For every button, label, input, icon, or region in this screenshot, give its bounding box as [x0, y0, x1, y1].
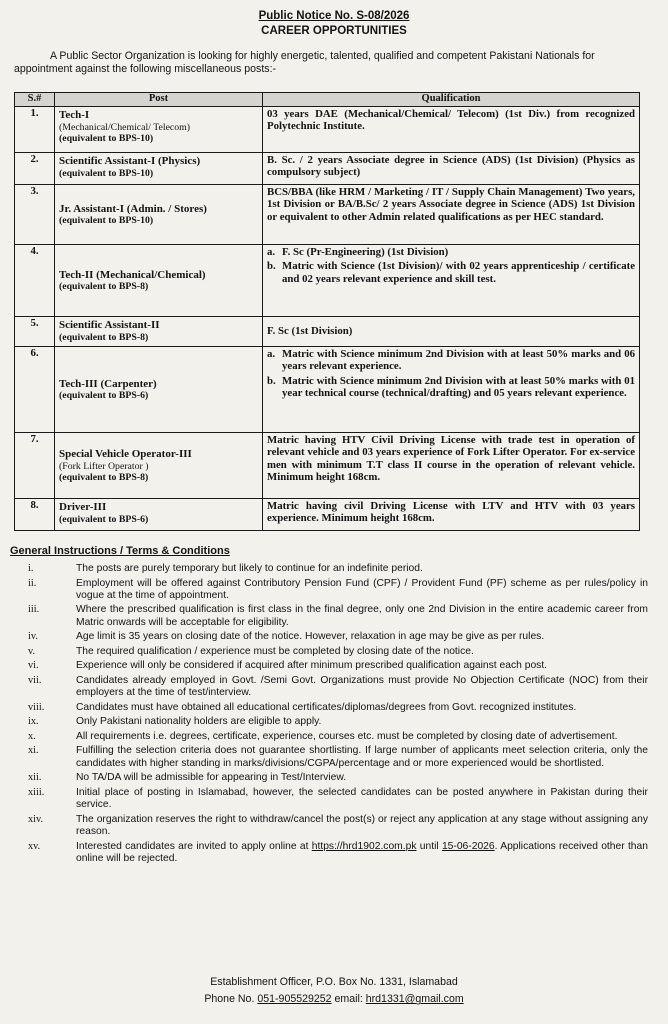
list-item — [28, 578, 648, 603]
item-text: All requirements i.e. degrees, certificate, experience, courses etc. must be completed by closing date of advertisement. — [76, 730, 618, 742]
qualification-text: Matric having civil Driving License with LTV and HTV with 03 years experience. Minimum height 168cm. — [267, 500, 635, 525]
row-sno: 6. — [15, 347, 55, 433]
phone-label: Phone No. — [204, 993, 255, 1006]
intro-paragraph: A Public Sector Organization is looking for highly energetic, talented, qualified and competent Pakistani Nationals for appointment against the following miscellaneous posts:- — [14, 50, 595, 75]
apply-url-link[interactable]: https://hrd1902.com.pk — [311, 840, 417, 852]
posts-table — [14, 92, 640, 531]
list-item — [28, 841, 648, 866]
header-qualification: Qualification — [263, 93, 640, 107]
item-text: Candidates already employed in Govt. /Semi Govt. Organizations must provide No Objection Certificate (NOC) from their employers at the time of test/interview. — [76, 674, 648, 699]
item-text: Where the prescribed qualification is first class in the final degree, only one 2nd Division in the entire academic career from Matric onwards will be acceptable for eligibility. — [76, 604, 648, 628]
post-title: Special Vehicle Operator-III — [59, 447, 192, 460]
row-sno: 4. — [15, 245, 55, 317]
qualification-option — [267, 260, 635, 285]
apply-text-mid: until — [416, 840, 442, 852]
item-number: ix. — [28, 716, 39, 728]
item-number: iv. — [28, 631, 38, 643]
item-text — [76, 841, 648, 866]
post-subtitle: (Mechanical/Chemical/ Telecom) — [59, 121, 191, 133]
header-sno: S.# — [15, 93, 55, 107]
row-qualification — [263, 153, 640, 185]
qualification-text: F. Sc (1st Division) — [267, 325, 353, 338]
row-qualification — [263, 185, 640, 245]
table-row — [15, 347, 640, 433]
item-number: xiv. — [28, 813, 44, 825]
deadline-date: 15-06-2026 — [441, 840, 495, 852]
post-title: Jr. Assistant-I (Admin. / Stores) — [59, 202, 207, 215]
item-number: x. — [28, 730, 36, 742]
item-text: The posts are purely temporary but likely to continue for an indefinite period. — [76, 563, 423, 574]
item-text: Initial place of posting in Islamabad, however, the selected candidates can be posted anywhere in Pakistan during their service. — [76, 786, 648, 811]
item-text: Candidates must have obtained all educational certificates/diplomas/degrees from Govt. recognized institutes. — [76, 701, 577, 713]
list-item — [28, 745, 648, 770]
table-row — [15, 245, 640, 317]
item-text: Employment will be offered against Contributory Pension Fund (CPF) / Provident Fund (PF) scheme as per rules/policy in vogue at the time of appointment. — [76, 577, 648, 601]
item-number: v. — [28, 645, 36, 657]
list-item — [28, 814, 648, 839]
row-qualification — [263, 347, 640, 433]
qualification-text: BCS/BBA (like HRM / Marketing / IT / Supply Chain Management) Two years, 1st Division or BA/B.Sc/ 2 years Associate degree in Science (ADS) 1st Division or equivalent to other Admin related qualifications as per HEC standard. — [267, 186, 635, 223]
phone-number[interactable]: 051-905529252 — [257, 993, 332, 1006]
qualification-option — [267, 246, 635, 258]
item-text: The required qualification / experience must be completed by closing date of the notice. — [76, 645, 474, 657]
post-grade: (equivalent to BPS-10) — [59, 215, 154, 227]
qualification-text: B. Sc. / 2 years Associate degree in Science (ADS) (1st Division) (Physics as compulsory subject) — [267, 154, 635, 179]
row-post — [55, 245, 263, 317]
item-number: ii. — [28, 577, 37, 589]
contact-line — [0, 991, 668, 1008]
header-post: Post — [55, 93, 263, 107]
post-title: Scientific Assistant-II — [59, 319, 160, 331]
item-number: i. — [28, 563, 34, 574]
row-sno: 8. — [15, 499, 55, 531]
qualification-text: Matric having HTV Civil Driving License with trade test in operation of relevant vehicle and 03 years experience of Fork Lifter Operator. For ex-service men with minimum T.T class II course in the operation of relevant vehicle. Minimum height 168cm. — [267, 434, 635, 484]
notice-number: Public Notice No. S-08/2026 — [258, 10, 410, 22]
item-number: viii. — [28, 701, 45, 713]
list-item — [28, 675, 648, 700]
row-sno: 3. — [15, 185, 55, 245]
list-item — [28, 731, 648, 743]
item-text: Age limit is 35 years on closing date of the notice. However, relaxation in age may be give as per rules. — [76, 631, 545, 643]
post-grade: (equivalent to BPS-8) — [59, 281, 149, 293]
office-address: Establishment Officer, P.O. Box No. 1331, Islamabad — [210, 976, 458, 988]
row-qualification — [263, 107, 640, 153]
item-number: xi. — [28, 745, 39, 757]
row-qualification — [263, 245, 640, 317]
table-row — [15, 185, 640, 245]
option-letter: b. — [267, 374, 276, 387]
post-grade: (equivalent to BPS-10) — [59, 167, 154, 179]
qualification-option — [267, 375, 635, 400]
list-item — [28, 563, 648, 575]
post-title: Tech-I — [59, 109, 90, 121]
qualification-option — [267, 348, 635, 373]
post-grade: (equivalent to BPS-6) — [59, 390, 149, 402]
list-item — [28, 716, 648, 728]
table-row — [15, 499, 640, 531]
footer — [0, 974, 668, 1009]
option-text: F. Sc (Pr-Engineering) (1st Division) — [282, 246, 449, 258]
item-text: Experience will only be considered if acquired after minimum prescribed qualification against each post. — [76, 660, 548, 672]
email-label: email: — [334, 993, 363, 1006]
option-letter: a. — [267, 348, 276, 360]
post-subtitle: (Fork Lifter Operator ) — [59, 460, 149, 472]
apply-text-before: Interested candidates are invited to apply online at — [76, 840, 312, 852]
item-text: Only Pakistani nationality holders are eligible to apply. — [76, 716, 322, 728]
list-item — [28, 604, 648, 629]
post-title: Driver-III — [59, 501, 107, 513]
apply-text-after: . Applications received other than online will be rejected. — [76, 840, 648, 864]
list-item — [28, 787, 648, 812]
row-qualification — [263, 499, 640, 531]
item-number: xv. — [28, 840, 41, 852]
row-post — [55, 499, 263, 531]
list-item — [28, 702, 648, 714]
row-qualification — [263, 317, 640, 347]
table-row — [15, 433, 640, 499]
item-text: Fulfilling the selection criteria does not guarantee shortlisting. If large number of applicants meet selection criteria, only the candidates with higher standing in marks/divisions/CGPA/percentage and or more experienced would be shortlisted. — [76, 745, 648, 769]
table-header-row — [15, 93, 640, 107]
qualification-text: 03 years DAE (Mechanical/Chemical/ Telecom) (1st Div.) from recognized Polytechnic Institute. — [267, 108, 635, 133]
table-row — [15, 317, 640, 347]
list-item — [28, 660, 648, 672]
post-grade: (equivalent to BPS-8) — [59, 471, 149, 483]
row-post — [55, 433, 263, 499]
item-text: The organization reserves the right to withdraw/cancel the post(s) or reject any application at any stage without assigning any reason. — [76, 813, 648, 837]
post-grade: (equivalent to BPS-8) — [59, 331, 149, 343]
email-address[interactable]: hrd1331@gmail.com — [365, 993, 464, 1006]
list-item — [28, 646, 648, 658]
instructions-heading: General Instructions / Terms & Conditions — [10, 545, 230, 557]
item-number: iii. — [28, 604, 40, 616]
instructions-list — [28, 563, 648, 867]
option-text: Matric with Science minimum 2nd Division with at least 50% marks and 06 years relevant experience. — [282, 348, 635, 373]
row-post — [55, 153, 263, 185]
table-row — [15, 107, 640, 153]
notice-heading: CAREER OPPORTUNITIES — [261, 25, 407, 37]
row-post — [55, 317, 263, 347]
row-qualification — [263, 433, 640, 499]
item-number: vii. — [28, 674, 42, 686]
option-text: Matric with Science minimum 2nd Division with at least 50% marks with 01 year technical course (technical/drafting) and 05 years relevant experience. — [282, 374, 635, 400]
row-sno: 5. — [15, 317, 55, 347]
option-text: Matric with Science (1st Division)/ with 02 years apprenticeship / certificate and 02 years relevant experience and skill test. — [282, 260, 635, 285]
list-item — [28, 631, 648, 643]
row-sno: 1. — [15, 107, 55, 153]
post-title: Tech-III (Carpenter) — [59, 377, 157, 390]
post-title: Tech-II (Mechanical/Chemical) — [59, 268, 206, 281]
post-grade: (equivalent to BPS-10) — [59, 132, 154, 144]
row-post — [55, 107, 263, 153]
item-text: No TA/DA will be admissible for appearing in Test/Interview. — [76, 772, 347, 784]
item-number: xiii. — [28, 786, 45, 798]
post-grade: (equivalent to BPS-6) — [59, 513, 149, 525]
option-letter: b. — [267, 260, 276, 273]
list-item — [28, 772, 648, 784]
table-row — [15, 153, 640, 185]
item-number: vi. — [28, 660, 39, 672]
row-post — [55, 185, 263, 245]
post-title: Scientific Assistant-I (Physics) — [59, 155, 201, 167]
row-post — [55, 347, 263, 433]
row-sno: 2. — [15, 153, 55, 185]
row-sno: 7. — [15, 433, 55, 499]
item-number: xii. — [28, 772, 42, 784]
option-letter: a. — [267, 246, 276, 258]
